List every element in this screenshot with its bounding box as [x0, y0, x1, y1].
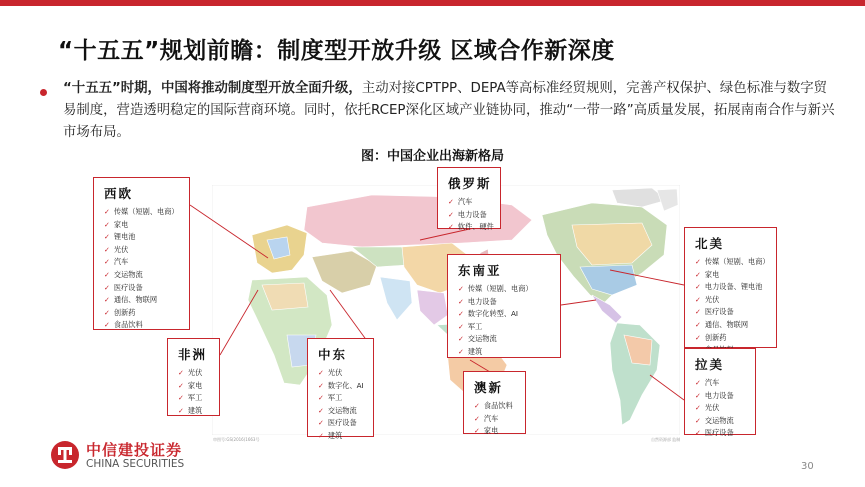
item-label: 光伏 — [187, 368, 203, 377]
item-label: 光伏 — [113, 244, 129, 254]
region-box-middle-east — [307, 338, 374, 440]
item-label: 家电 — [704, 269, 720, 279]
check-icon: ✓ — [318, 394, 324, 403]
item-label: 光伏 — [327, 368, 343, 377]
list-item — [318, 392, 365, 405]
check-icon: ✓ — [104, 233, 110, 242]
item-label: 军工 — [187, 393, 203, 403]
region-list-north-america — [695, 256, 768, 357]
list-item — [474, 413, 517, 426]
check-icon: ✓ — [104, 308, 110, 317]
region-box-west-europe — [93, 177, 190, 330]
item-label: 交运物流 — [113, 269, 143, 279]
check-icon: ✓ — [474, 427, 480, 436]
company-name-cn: 中信建投证券 — [86, 441, 183, 459]
list-item — [695, 377, 747, 390]
list-item — [178, 405, 211, 418]
region-name-southeast-asia: 东南亚 — [458, 263, 502, 278]
item-label: 医疗设备 — [327, 418, 357, 428]
check-icon: ✓ — [178, 381, 184, 390]
item-label: 医疗设备 — [704, 307, 734, 317]
check-icon: ✓ — [318, 369, 324, 377]
item-label: 医疗设备 — [113, 282, 143, 292]
item-label: 光伏 — [704, 294, 720, 304]
list-item — [695, 390, 747, 403]
check-icon: ✓ — [104, 283, 110, 292]
map-source-note: 自然资源部 监制 — [651, 437, 681, 442]
check-icon: ✓ — [178, 369, 184, 377]
item-label: 电力设备、锂电池 — [704, 282, 763, 292]
check-icon: ✓ — [695, 308, 701, 317]
item-label: 电力设备 — [457, 209, 487, 219]
region-list-africa — [178, 367, 211, 417]
check-icon: ✓ — [474, 414, 480, 423]
check-icon: ✓ — [104, 270, 110, 279]
check-icon: ✓ — [458, 285, 464, 293]
check-icon: ✓ — [695, 391, 701, 400]
item-label: 锂电池 — [113, 232, 136, 242]
check-icon: ✓ — [448, 223, 454, 232]
list-item — [448, 209, 492, 222]
item-label: 家电 — [187, 380, 203, 390]
region-box-latin-america — [684, 348, 756, 438]
item-label: 通信、物联网 — [704, 319, 749, 329]
list-item — [318, 380, 365, 393]
item-label: 数字化转型、AI — [467, 309, 519, 319]
check-icon: ✓ — [695, 283, 701, 292]
item-label: 军工 — [467, 321, 483, 331]
item-label: 数字化、AI — [327, 380, 364, 390]
item-label: 传媒（短剧、电商） — [113, 207, 179, 216]
item-label: 传媒（短剧、电商） — [704, 257, 770, 266]
list-item — [448, 196, 492, 209]
map-approval-number: 审图号:GS(2016)1663号 — [213, 437, 260, 442]
region-name-australia: 澳新 — [474, 380, 504, 395]
check-icon: ✓ — [695, 333, 701, 342]
list-item — [458, 296, 552, 309]
list-item — [104, 269, 181, 282]
check-icon: ✓ — [458, 297, 464, 306]
item-label: 交运物流 — [467, 334, 497, 344]
company-name-en: CHINA SECURITIES — [86, 458, 185, 470]
check-icon: ✓ — [458, 310, 464, 319]
list-item — [104, 256, 181, 269]
item-label: 家电 — [113, 219, 129, 229]
list-item — [104, 244, 181, 257]
list-item — [178, 367, 211, 380]
check-icon: ✓ — [448, 210, 454, 219]
region-list-southeast-asia — [458, 283, 552, 359]
check-icon: ✓ — [104, 321, 110, 330]
item-label: 汽车 — [704, 378, 720, 387]
region-list-russia — [448, 196, 492, 234]
list-item — [695, 402, 747, 415]
item-label: 食品饮料 — [483, 401, 513, 410]
figure-title: 图：中国企业出海新格局 — [360, 149, 504, 164]
item-label: 军工 — [327, 393, 343, 403]
list-item — [178, 392, 211, 405]
list-item — [104, 319, 181, 332]
check-icon: ✓ — [104, 245, 110, 254]
check-icon: ✓ — [104, 258, 110, 267]
list-item — [458, 321, 552, 334]
check-icon: ✓ — [458, 335, 464, 344]
check-icon: ✓ — [458, 347, 464, 356]
list-item — [695, 281, 768, 294]
check-icon: ✓ — [695, 320, 701, 329]
list-item — [458, 308, 552, 321]
list-item — [104, 206, 181, 219]
item-label: 通信、物联网 — [113, 295, 158, 305]
item-label: 光伏 — [704, 403, 720, 413]
check-icon: ✓ — [178, 394, 184, 403]
item-label: 汽车 — [113, 257, 129, 267]
check-icon: ✓ — [104, 220, 110, 229]
check-icon: ✓ — [695, 404, 701, 413]
list-item — [318, 430, 365, 443]
item-label: 创新药 — [113, 307, 136, 317]
bullet-body-text: 主动对接CPTPP、DEPA等高标准经贸规则，完善产权保护、绿色标准与数字贸易制度，营造透明稳定的国际营商环境。同时，依托RCEP深化区域产业链协同，推动“一带一路”高质量发展，拓展南南合作与新兴市场布局。 — [63, 81, 835, 140]
list-item — [458, 283, 552, 296]
check-icon: ✓ — [104, 208, 110, 216]
list-item — [178, 380, 211, 393]
region-list-middle-east — [318, 367, 365, 443]
check-icon: ✓ — [695, 379, 701, 387]
region-box-north-america — [684, 227, 777, 348]
item-label: 传媒（短剧、电商） — [467, 284, 533, 293]
region-list-west-europe — [104, 206, 181, 332]
region-list-australia — [474, 400, 517, 438]
check-icon: ✓ — [458, 322, 464, 331]
item-label: 医疗设备 — [704, 428, 734, 438]
list-item — [695, 256, 768, 269]
list-item — [458, 333, 552, 346]
list-item — [695, 294, 768, 307]
list-item — [104, 307, 181, 320]
item-label: 建筑 — [467, 346, 483, 356]
list-item — [695, 332, 768, 345]
list-item — [448, 221, 492, 234]
check-icon: ✓ — [318, 431, 324, 440]
check-icon: ✓ — [695, 258, 701, 266]
region-name-north-america: 北美 — [695, 236, 725, 251]
region-box-australia — [463, 371, 526, 434]
page-number: 30 — [801, 461, 814, 472]
region-name-west-europe: 西欧 — [104, 186, 134, 201]
list-item — [318, 405, 365, 418]
list-item — [695, 269, 768, 282]
item-label: 汽车 — [483, 413, 499, 423]
citic-logo-icon — [50, 440, 80, 470]
item-label: 汽车 — [457, 197, 473, 206]
region-name-africa: 非洲 — [178, 347, 208, 362]
list-item — [695, 306, 768, 319]
region-box-russia — [437, 167, 501, 232]
item-label: 家电 — [483, 426, 499, 436]
region-name-middle-east: 中东 — [318, 347, 348, 362]
item-label: 软件、硬件 — [457, 222, 494, 232]
check-icon: ✓ — [695, 429, 701, 438]
list-item — [104, 294, 181, 307]
list-item — [458, 346, 552, 359]
check-icon: ✓ — [695, 416, 701, 425]
region-name-latin-america: 拉美 — [695, 357, 725, 372]
check-icon: ✓ — [318, 419, 324, 428]
check-icon: ✓ — [104, 296, 110, 305]
item-label: 交运物流 — [704, 415, 734, 425]
list-item — [318, 417, 365, 430]
check-icon: ✓ — [474, 402, 480, 410]
list-item — [695, 319, 768, 332]
list-item — [104, 219, 181, 232]
list-item — [104, 282, 181, 295]
list-item — [104, 231, 181, 244]
region-list-latin-america — [695, 377, 747, 440]
item-label: 创新药 — [704, 332, 727, 342]
list-item — [318, 367, 365, 380]
region-name-russia: 俄罗斯 — [448, 176, 492, 191]
check-icon: ✓ — [695, 295, 701, 304]
region-box-southeast-asia — [447, 254, 561, 358]
page-title: “十五五”规划前瞻：制度型开放升级 区域合作新深度 — [58, 38, 615, 64]
item-label: 食品饮料 — [113, 320, 143, 330]
item-label: 建筑 — [187, 405, 203, 415]
item-label: 交运物流 — [327, 405, 357, 415]
bullet-bold-text: “十五五”时期，中国将推动制度型开放全面升级， — [63, 81, 362, 96]
item-label: 建筑 — [327, 430, 343, 440]
list-item — [474, 400, 517, 413]
check-icon: ✓ — [178, 406, 184, 415]
item-label: 电力设备 — [704, 390, 734, 400]
region-box-africa — [167, 338, 220, 416]
item-label: 电力设备 — [467, 296, 497, 306]
check-icon: ✓ — [695, 270, 701, 279]
list-item — [474, 425, 517, 438]
check-icon: ✓ — [318, 381, 324, 390]
check-icon: ✓ — [448, 198, 454, 206]
check-icon: ✓ — [318, 406, 324, 415]
list-item — [695, 427, 747, 440]
list-item — [695, 415, 747, 428]
